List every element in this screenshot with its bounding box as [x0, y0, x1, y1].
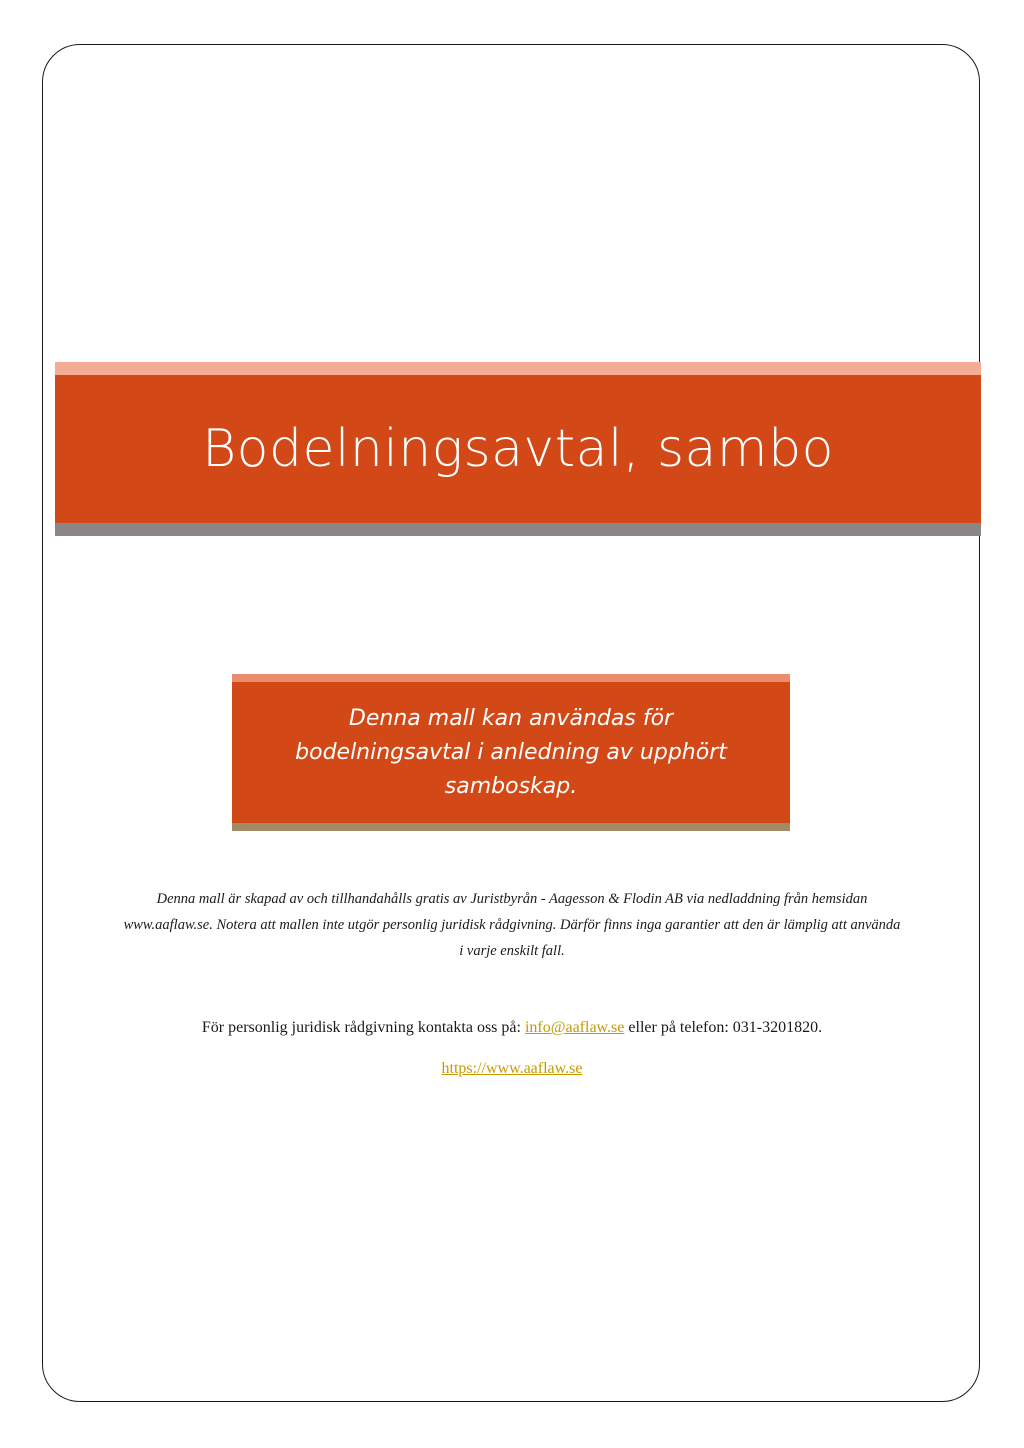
website-link[interactable]: https://www.aaflaw.se	[441, 1060, 583, 1077]
contact-suffix: eller på telefon: 031-3201820.	[624, 1019, 823, 1036]
contact-line	[80, 1019, 944, 1037]
subtitle-box-bottom-strip	[232, 823, 790, 831]
title-banner	[55, 362, 981, 536]
disclaimer-text: Denna mall är skapad av och tillhandahålls gratis av Juristbyrån - Aagesson & Flodin AB via nedladdning från hemsidan www.aaflaw.se. Notera att mallen inte utgör personlig juridisk rådgivning. Därför finns inga garantier att den är lämplig att använda i varje enskilt fall.	[123, 891, 901, 959]
website-line	[80, 1060, 944, 1078]
subtitle-box	[232, 674, 790, 831]
subtitle-box-body	[232, 682, 790, 823]
email-link[interactable]: info@aaflaw.se	[524, 1019, 625, 1036]
subtitle-text: Denna mall kan användas för bodelningsavtal i anledning av upphört samboskap.	[295, 705, 727, 799]
subtitle-box-top-strip	[232, 674, 790, 682]
title-banner-top-strip	[55, 362, 981, 375]
contact-prefix: För personlig juridisk rådgivning kontakta oss på:	[201, 1019, 525, 1036]
document-title: Bodelningsavtal, sambo	[202, 419, 834, 479]
title-banner-body	[55, 375, 981, 523]
title-banner-bottom-strip	[55, 523, 981, 536]
